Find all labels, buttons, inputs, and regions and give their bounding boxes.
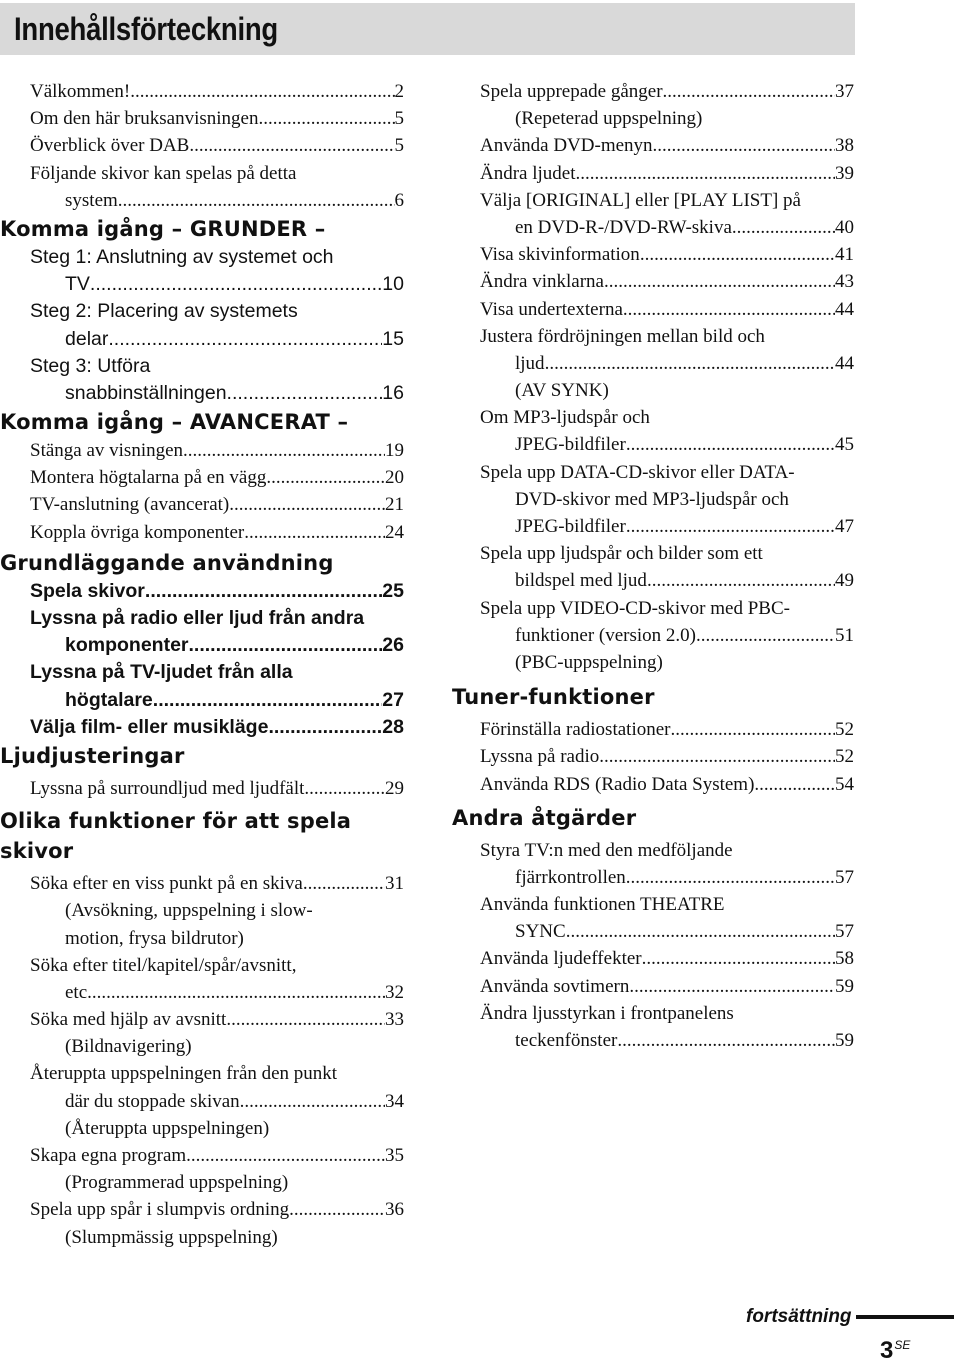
toc-leader-dots (118, 187, 395, 214)
toc-entry-title: Stänga av visningen (30, 440, 184, 462)
toc-page-number: 5 (394, 108, 404, 130)
toc-page-number: 38 (835, 135, 854, 157)
toc-entry[interactable] (452, 918, 854, 945)
toc-leader-dots (754, 771, 835, 798)
toc-leader-dots (653, 132, 835, 159)
toc-entry[interactable] (0, 519, 404, 546)
toc-leader-dots (145, 578, 382, 605)
toc-entry[interactable] (452, 431, 854, 458)
toc-leader-dots (304, 775, 385, 802)
toc-entry[interactable] (0, 464, 404, 491)
toc-page-number: 52 (835, 746, 854, 768)
toc-entry[interactable] (0, 105, 404, 132)
toc-entry[interactable] (0, 687, 404, 714)
toc-entry-continuation: (PBC-uppspelning) (515, 651, 663, 673)
toc-entry-continuation: (Återuppta uppspelningen) (65, 1117, 270, 1139)
toc-page-number: 54 (835, 773, 854, 795)
title-banner (0, 3, 855, 55)
toc-page-number: 26 (382, 634, 404, 657)
toc-entry[interactable] (0, 870, 404, 897)
toc-leader-dots (227, 380, 383, 407)
toc-entry-title: TV-anslutning (avancerat) (30, 494, 230, 516)
toc-leader-dots (92, 979, 385, 1006)
toc-entry-title: Välkommen! (30, 81, 131, 102)
toc-entry[interactable] (452, 513, 854, 540)
toc-entry-continuation: Söka efter titel/kapitel/spår/avsnitt, (30, 954, 297, 976)
section-heading: Olika funktioner för att spela (0, 809, 352, 834)
toc-entry-continuation: Om MP3-ljudspår och (480, 407, 650, 429)
toc-leader-dots (266, 464, 385, 491)
toc-entry[interactable] (452, 716, 854, 743)
toc-page-number: 34 (385, 1090, 404, 1112)
toc-leader-dots (189, 132, 394, 159)
toc-entry-title: JPEG-bildfiler (515, 516, 626, 537)
toc-entry[interactable] (452, 1027, 854, 1054)
toc-entry-title: högtalare (65, 688, 153, 711)
toc-leader-dots (566, 918, 835, 945)
toc-entry-title: etc. (65, 981, 92, 1003)
toc-page-number: 29 (385, 777, 404, 799)
toc-entry-continuation: (Repeterad uppspelning) (515, 108, 703, 130)
toc-page-number: 43 (835, 271, 854, 293)
toc-entry[interactable] (0, 1006, 404, 1033)
toc-page-number: 19 (385, 440, 404, 462)
toc-entry-continuation: (AV SYNK) (515, 380, 609, 402)
toc-entry-continuation: (Avsökning, uppspelning i slow- (65, 900, 313, 922)
toc-page-number: 28 (382, 715, 404, 738)
toc-entry-title: SYNC (515, 921, 566, 943)
toc-page-number: 44 (835, 298, 854, 320)
toc-entry[interactable] (0, 326, 404, 353)
toc-entry-title: Visa skivinformation (480, 244, 640, 266)
toc-entry[interactable] (0, 78, 404, 105)
toc-entry-continuation: Lyssna på radio eller ljud från andra (30, 607, 365, 629)
toc-entry-continuation: Spela upp ljudspår och bilder som ett (480, 543, 763, 565)
toc-leader-dots (303, 870, 385, 897)
toc-page-number: 41 (835, 244, 854, 266)
toc-entry-title: Om den här bruksanvisningen (30, 108, 259, 130)
toc-entry-title: Överblick över DAB (30, 135, 190, 157)
toc-entry-title: JPEG-bildfiler (515, 434, 626, 456)
toc-entry-continuation: Steg 2: Placering av systemets (30, 300, 298, 323)
toc-leader-dots (604, 268, 835, 295)
toc-page-number: 57 (835, 866, 854, 888)
toc-entry-title: delar (65, 327, 109, 350)
toc-entry-title: Söka efter en viss punkt på en skiva (30, 873, 303, 895)
toc-entry[interactable] (0, 578, 404, 605)
toc-page-number: 37 (835, 81, 854, 102)
toc-entry-title: Söka med hjälp av avsnitt (30, 1009, 227, 1031)
toc-entry[interactable] (452, 78, 854, 105)
toc-page-number: 47 (835, 516, 854, 537)
toc-page-number: 27 (382, 688, 404, 711)
toc-page-number: 36 (385, 1199, 404, 1221)
toc-entry-title: teckenfönster (515, 1030, 618, 1051)
section-heading: Komma igång – AVANCERAT – (0, 410, 349, 435)
toc-page-number: 59 (835, 1030, 854, 1051)
toc-entry-title: en DVD-R-/DVD-RW-skiva (515, 216, 732, 238)
toc-entry-title: där du stoppade skivan (65, 1090, 240, 1112)
toc-entry-title: Använda ljudeffekter (480, 948, 642, 970)
toc-page-number: 5 (394, 135, 404, 157)
toc-entry-continuation: Använda funktionen THEATRE (480, 894, 725, 916)
toc-leader-dots (240, 1088, 385, 1115)
toc-leader-dots (642, 945, 835, 972)
toc-entry-title: Välja film- eller musikläge (30, 715, 269, 738)
toc-page-number: 25 (382, 579, 404, 602)
toc-entry[interactable] (452, 945, 854, 972)
page-title: Innehållsförteckning (14, 11, 278, 47)
toc-entry-title: snabbinställningen (65, 381, 227, 404)
toc-entry-title: Montera högtalarna på en vägg (30, 467, 267, 489)
toc-entry-continuation: DVD-skivor med MP3-ljudspår och (515, 488, 789, 510)
toc-entry-continuation: Spela upp DATA-CD-skivor eller DATA- (480, 461, 795, 483)
toc-entry[interactable] (452, 622, 854, 649)
toc-page-number: 39 (835, 162, 854, 184)
toc-entry-title: funktioner (version 2.0) (515, 624, 696, 646)
continued-note (746, 1306, 956, 1328)
toc-leader-dots (189, 632, 383, 659)
toc-leader-dots (647, 567, 835, 594)
toc-entry[interactable] (0, 714, 404, 741)
toc-entry[interactable] (0, 775, 404, 802)
toc-entry-continuation: Lyssna på TV-ljudet från alla (30, 661, 293, 684)
toc-right-column (452, 78, 872, 1054)
toc-leader-dots (696, 622, 835, 649)
toc-page-number: 59 (835, 975, 854, 997)
toc-leader-dots (626, 864, 835, 891)
toc-leader-dots (289, 1196, 385, 1223)
toc-left-column (0, 78, 420, 1251)
toc-entry[interactable] (452, 973, 854, 1000)
toc-entry-title: Koppla övriga komponenter (30, 521, 245, 543)
toc-leader-dots (108, 326, 382, 353)
toc-page-number: 44 (835, 352, 854, 374)
toc-entry[interactable] (0, 1196, 404, 1223)
toc-page-number: 33 (385, 1009, 404, 1031)
section-heading: skivor (0, 839, 74, 864)
toc-page-number: 2 (394, 81, 404, 102)
toc-leader-dots (545, 350, 835, 377)
toc-page-number: 6 (394, 189, 404, 211)
toc-entry-title: Använda sovtimern (480, 975, 630, 997)
toc-entry-title: Ändra ljudet (480, 162, 576, 184)
section-heading: Ljudjusteringar (0, 743, 185, 768)
toc-entry[interactable] (452, 771, 854, 798)
toc-page-number: 24 (385, 521, 404, 543)
toc-entry-continuation: Följande skivor kan spelas på detta (30, 162, 297, 184)
toc-page-number: 49 (835, 570, 854, 592)
section-heading: Grundläggande användning (0, 550, 334, 575)
toc-entry-title: fjärrkontrollen (515, 866, 626, 888)
toc-entry[interactable] (452, 132, 854, 159)
toc-leader-dots (663, 78, 835, 105)
toc-entry-continuation: Steg 3: Utföra (30, 354, 151, 377)
toc-entry[interactable] (0, 979, 404, 1006)
toc-leader-dots (617, 1027, 835, 1054)
continued-bar (856, 1315, 954, 1319)
toc-entry[interactable] (0, 187, 404, 214)
toc-entry-continuation: (Programmerad uppspelning) (65, 1172, 289, 1194)
toc-leader-dots (629, 973, 835, 1000)
toc-entry-continuation: Styra TV:n med den medföljande (480, 839, 733, 861)
toc-entry[interactable] (452, 864, 854, 891)
section-heading: Tuner-funktioner (452, 685, 655, 710)
toc-leader-dots (258, 105, 394, 132)
toc-entry[interactable] (452, 214, 854, 241)
toc-leader-dots (229, 491, 385, 518)
toc-entry-continuation: (Bildnavigering) (65, 1036, 192, 1058)
toc-page-number: 31 (385, 873, 404, 895)
toc-leader-dots (626, 431, 835, 458)
toc-entry-title: ljud (515, 352, 545, 374)
toc-entry[interactable] (0, 1088, 404, 1115)
toc-entry[interactable] (452, 567, 854, 594)
toc-entry-title: Ändra vinklarna (480, 271, 604, 293)
toc-entry[interactable] (452, 350, 854, 377)
toc-page-number: 51 (835, 624, 854, 646)
toc-leader-dots (623, 296, 835, 323)
toc-entry-continuation: Steg 1: Anslutning av systemet och (30, 245, 334, 268)
section-heading: Komma igång – GRUNDER – (0, 216, 326, 241)
toc-leader-dots (90, 271, 382, 298)
toc-entry[interactable] (0, 132, 404, 159)
toc-page-number: 20 (385, 467, 404, 489)
toc-entry[interactable] (452, 241, 854, 268)
toc-entry[interactable] (452, 160, 854, 187)
toc-entry-title: Skapa egna program (30, 1145, 187, 1166)
toc-entry-title: Visa undertexterna (480, 298, 623, 320)
toc-entry-title: TV (65, 273, 90, 296)
toc-entry[interactable] (0, 632, 404, 659)
toc-entry-title: Lyssna på surroundljud med ljudfält (30, 777, 305, 799)
toc-entry-continuation: (Slumpmässig uppspelning) (65, 1226, 278, 1248)
toc-page-number: 58 (835, 948, 854, 970)
toc-leader-dots (244, 519, 385, 546)
continued-label: fortsättning (746, 1306, 852, 1327)
toc-leader-dots (183, 437, 385, 464)
toc-entry-title: Lyssna på radio (480, 746, 600, 768)
toc-page-number: 35 (385, 1145, 404, 1166)
toc-entry-continuation: Justera fördröjningen mellan bild och (480, 325, 765, 347)
toc-page-number: 21 (385, 494, 404, 516)
toc-leader-dots (268, 714, 382, 741)
toc-entry-continuation: Välja [ORIGINAL] eller [PLAY LIST] på (480, 189, 801, 211)
toc-entry[interactable] (0, 380, 404, 407)
toc-leader-dots (130, 78, 394, 105)
toc-leader-dots (153, 687, 383, 714)
toc-entry[interactable] (0, 271, 404, 298)
toc-leader-dots (732, 214, 835, 241)
toc-entry-title: Förinställa radiostationer (480, 719, 671, 741)
toc-page-number: 10 (382, 273, 404, 296)
toc-entry-continuation: Spela upp VIDEO-CD-skivor med PBC- (480, 597, 790, 619)
toc-page-number: 40 (835, 216, 854, 238)
toc-leader-dots (226, 1006, 385, 1033)
toc-entry-title: Spela skivor (30, 579, 145, 602)
toc-entry-continuation: motion, frysa bildrutor) (65, 927, 244, 949)
toc-page-number: 57 (835, 921, 854, 943)
page-number (880, 1337, 910, 1365)
toc-entry[interactable] (452, 268, 854, 295)
toc-entry[interactable] (0, 491, 404, 518)
toc-leader-dots (670, 716, 835, 743)
toc-entry-title: komponenter (65, 634, 189, 657)
toc-leader-dots (186, 1142, 385, 1169)
toc-entry-title: Spela upprepade gånger (480, 81, 663, 102)
toc-entry-title: bildspel med ljud (515, 570, 647, 592)
toc-entry[interactable] (452, 743, 854, 770)
toc-entry-title: Spela upp spår i slumpvis ordning (30, 1199, 290, 1221)
toc-page-number: 16 (382, 381, 404, 404)
region-code: SE (894, 1338, 911, 1352)
toc-page-number: 52 (835, 719, 854, 741)
toc-leader-dots (626, 513, 835, 540)
page-number-value: 3 (880, 1337, 894, 1364)
section-heading: Andra åtgärder (452, 805, 637, 830)
toc-entry[interactable] (0, 437, 404, 464)
toc-entry-title: system (65, 189, 118, 211)
toc-page-number: 15 (382, 327, 404, 350)
toc-entry[interactable] (0, 1142, 404, 1169)
toc-entry-title: Använda RDS (Radio Data System) (480, 773, 755, 795)
toc-entry[interactable] (452, 296, 854, 323)
toc-entry-continuation: Återuppta uppspelningen från den punkt (30, 1063, 338, 1085)
toc-page-number: 32 (385, 981, 404, 1003)
toc-page-number: 45 (835, 434, 854, 456)
toc-leader-dots (576, 160, 835, 187)
toc-entry-continuation: Ändra ljusstyrkan i frontpanelens (480, 1002, 734, 1024)
toc-leader-dots (640, 241, 835, 268)
toc-leader-dots (599, 743, 835, 770)
toc-entry-title: Använda DVD-menyn (480, 135, 653, 157)
